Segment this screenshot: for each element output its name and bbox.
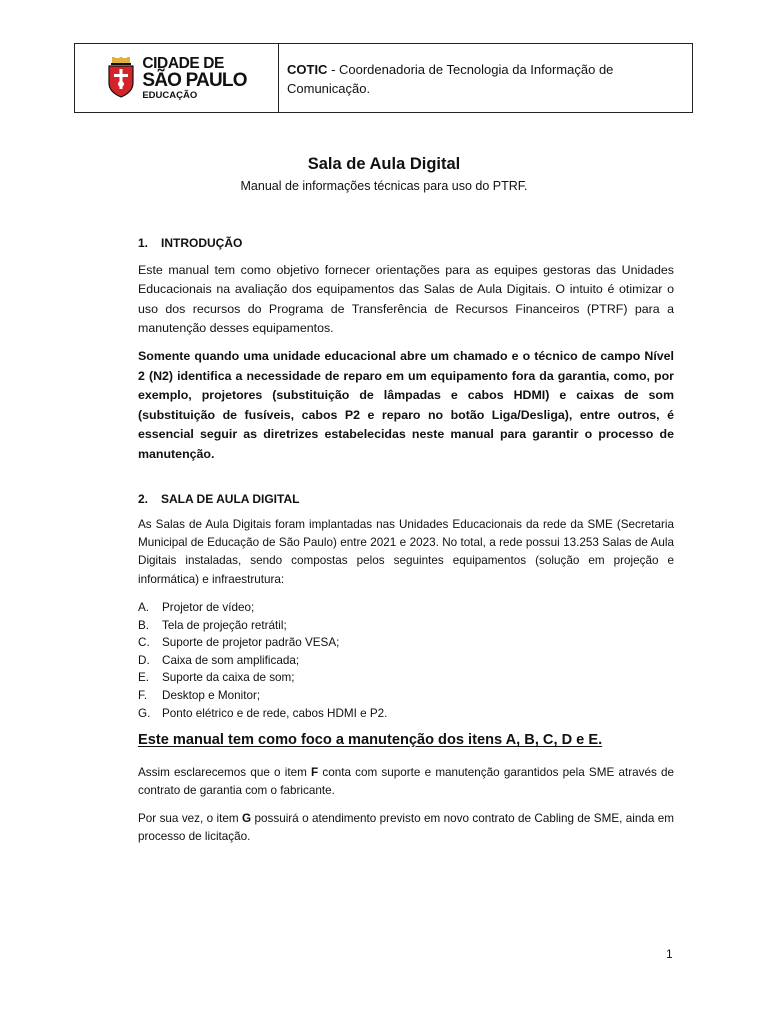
logo-cell: [75, 44, 279, 112]
list-item-text: Suporte de projetor padrão VESA;: [162, 636, 340, 650]
list-item-letter: F.: [138, 688, 148, 702]
introduction-paragraph: Este manual tem como objetivo fornecer orientações para as equipes gestoras das Unidades Educacionais na avaliação dos equipamentos das Salas de Aula Digitais. O intuito é otimizar o uso dos recursos do Programa de Transferência de Recursos Financeiros (PTRF) para a manutenção desses equipamentos.: [138, 263, 674, 335]
list-item-letter: A.: [138, 601, 150, 614]
list-item-text: Desktop e Monitor;: [162, 688, 261, 702]
item-g-text-before: Por sua vez, o item: [138, 812, 243, 825]
list-item: [138, 599, 387, 617]
list-item-letter: G.: [138, 706, 151, 720]
item-f-paragraph: [138, 764, 674, 800]
document-title: Sala de Aula Digital: [307, 155, 461, 173]
logo-line-1: CIDADE DE: [142, 54, 224, 72]
equipment-list: [138, 599, 387, 722]
organization-abbreviation: COTIC: [287, 62, 328, 77]
list-item-text: Ponto elétrico e de rede, cabos HDMI e P2.: [162, 706, 388, 720]
section-2-heading: [138, 492, 299, 506]
section-1-heading: [138, 236, 242, 250]
item-f-letter: F: [311, 766, 319, 779]
item-g-letter: G: [242, 812, 252, 825]
list-item: [138, 652, 387, 670]
section-1-title: INTRODUÇÃO: [161, 236, 243, 250]
manual-focus-statement: Este manual tem como foco a manutenção dos itens A, B, C, D e E.: [138, 732, 603, 748]
list-item: [138, 687, 387, 705]
item-f-text-after: conta com suporte e manutenção garantidos pela SME através de contrato de garantia com o fabricante.: [138, 766, 674, 798]
list-item-text: Caixa de som amplificada;: [162, 653, 300, 667]
item-g-paragraph: [138, 810, 674, 846]
list-item: [138, 617, 387, 635]
maintenance-conditions-paragraph: Somente quando uma unidade educacional abre um chamado e o técnico de campo Nível 2 (N2) identifica a necessidade de reparo em um equipamento fora da garantia, como, por exemplo, projetores (substituição de lâmpadas e cabos HDMI) e caixas de som (substituição de fusíveis, cabos P2 e reparo no botão Liga/Desliga), entre outros, é essencial seguir as diretrizes estabelecidas neste manual para garantir o processo de manutenção.: [138, 349, 674, 461]
section-2-number: 2.: [138, 492, 149, 506]
list-item-text: Tela de projeção retrátil;: [162, 618, 287, 632]
list-item-text: Projetor de vídeo;: [162, 601, 255, 614]
list-item: [138, 634, 387, 652]
list-item-text: Suporte da caixa de som;: [162, 671, 295, 685]
organization-name: [279, 44, 692, 112]
page-number: 1: [666, 947, 673, 961]
document-subtitle: Manual de informações técnicas para uso do PTRF.: [240, 179, 528, 193]
digital-classroom-paragraph: As Salas de Aula Digitais foram implantadas nas Unidades Educacionais da rede da SME (Secretaria Municipal de Educação de São Paulo) entre 2021 e 2023. No total, a rede possui 13.253 Salas de Aula Digitais instaladas, sendo compostas pelos seguintes equipamentos (solução em projeção e informática) e infraestrutura:: [138, 518, 674, 586]
list-item: [138, 669, 387, 687]
logo-line-3: EDUCAÇÃO: [142, 90, 198, 101]
organization-full-name: - Coordenadoria de Tecnologia da Informação de Comunicação.: [287, 62, 614, 96]
section-2-title: SALA DE AULA DIGITAL: [161, 492, 300, 506]
city-coat-of-arms-icon: [106, 57, 136, 99]
item-g-text-after: possuirá o atendimento previsto em novo contrato de Cabling de SME, ainda em processo de licitação.: [138, 812, 674, 844]
list-item-letter: B.: [138, 618, 150, 632]
list-item-letter: D.: [138, 653, 150, 667]
item-f-text-before: Assim esclarecemos que o item: [138, 766, 312, 779]
section-1-number: 1.: [138, 236, 149, 250]
logo-line-2: SÃO PAULO: [142, 70, 247, 91]
list-item-letter: C.: [138, 636, 150, 650]
list-item: [138, 705, 387, 723]
cidade-sao-paulo-educacao-logo: [106, 56, 246, 101]
document-header: [74, 43, 693, 113]
list-item-letter: E.: [138, 671, 150, 685]
